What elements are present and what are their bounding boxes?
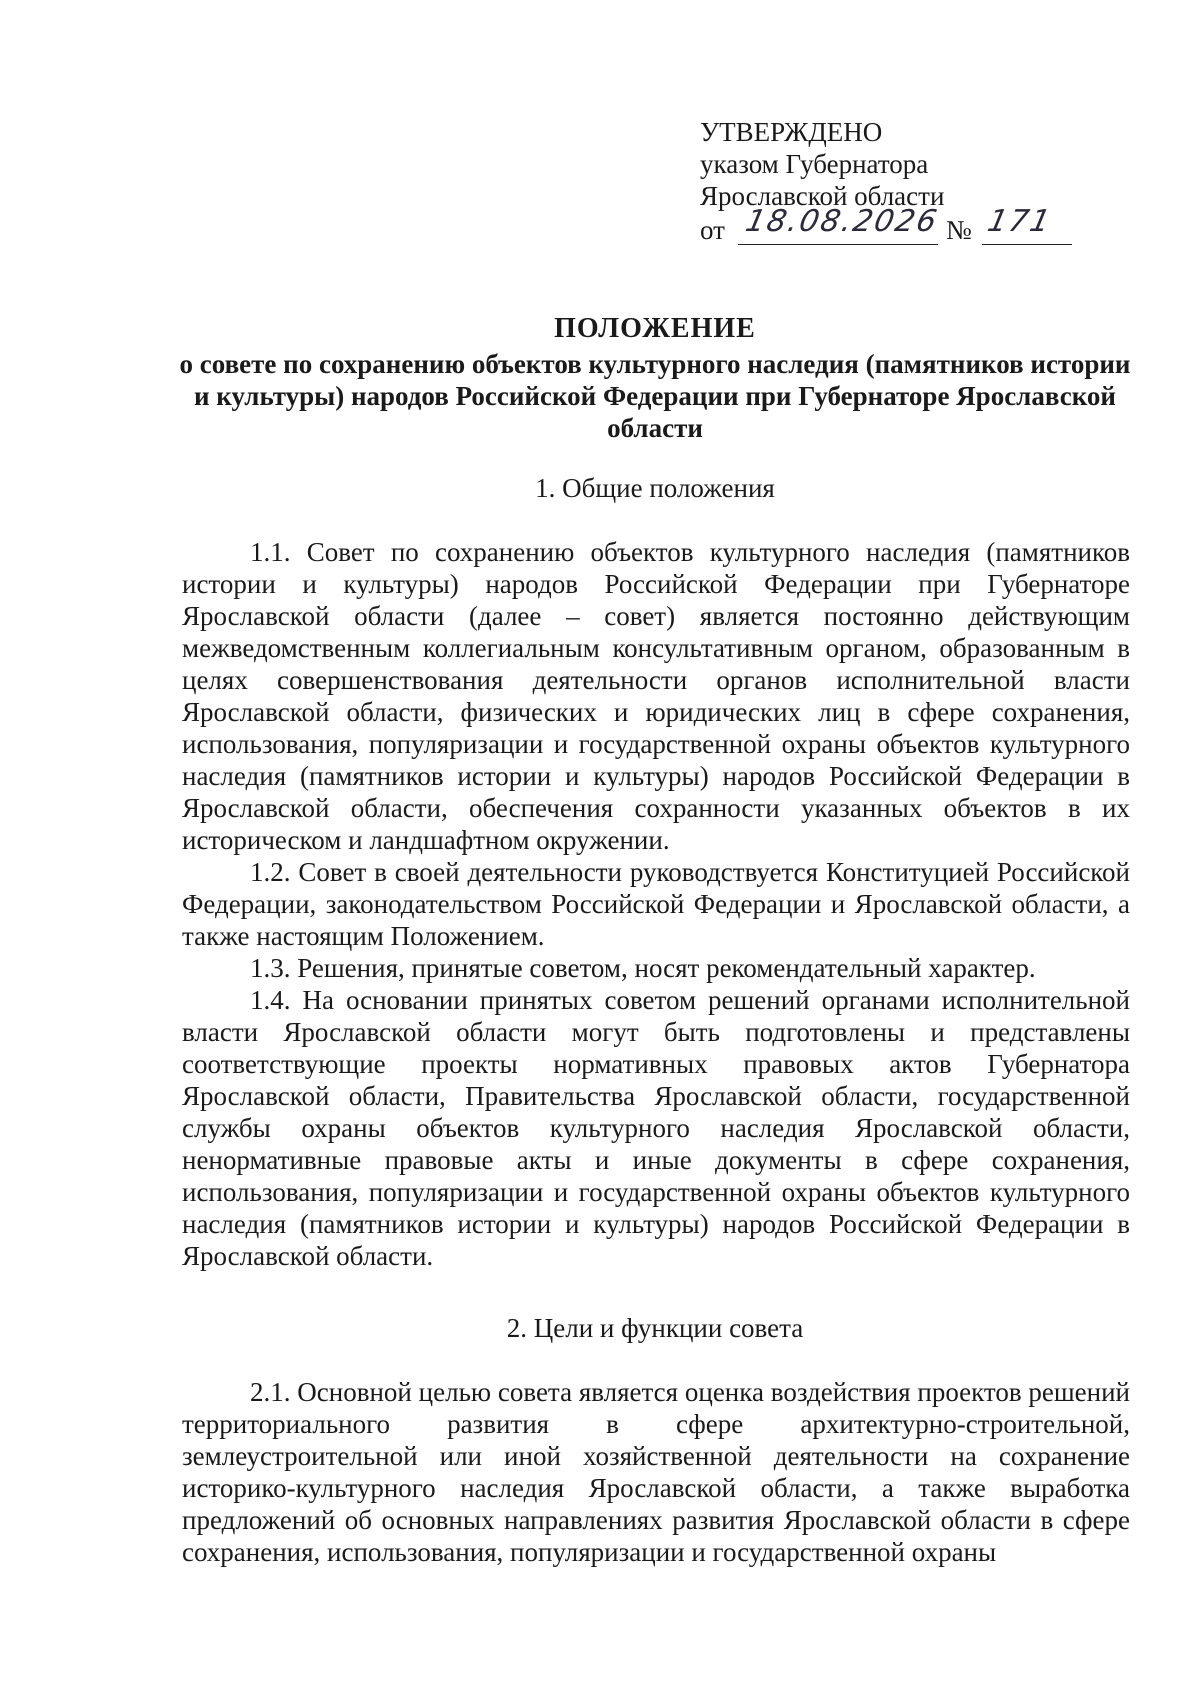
section-heading-general: 1. Общие положения [535, 473, 775, 503]
section-body-general [182, 536, 1130, 1272]
approval-region: Ярославской области [700, 181, 945, 211]
paragraph-1-2: 1.2. Совет в своей деятельности руководствуется Конституцией Российской Федерации, законодательством Российской Федерации и Ярославской области, а также настоящим Положением. [182, 857, 1130, 951]
title-main: ПОЛОЖЕНИЕ [554, 313, 756, 344]
paragraph-2-1: 2.1. Основной целью совета является оценка воздействия проектов решений территориального развития в сфере архитектурно-строительной, землеустроительной или иной хозяйственной деятельности на сохранение историко-культурного наследия Ярославской области, а также выработка предложений об основных направлениях развития Ярославской области в сфере сохранения, использования, популяризации и государственной охраны [182, 1377, 1130, 1567]
approval-authority: указом Губернатора [700, 149, 929, 179]
date-prefix: от [700, 215, 725, 245]
date-blank [738, 204, 942, 245]
title-subtitle: о совете по сохранению объектов культурного наследия (памятников истории и культуры) народов Российской Федерации при Губернаторе Ярославской области [179, 349, 1131, 443]
section-heading-goals: 2. Цели и функции совета [506, 1313, 804, 1343]
document-title [175, 312, 1135, 444]
approval-heading: УТВЕРЖДЕНО [700, 117, 883, 147]
handwritten-number: 171 [984, 204, 1056, 239]
number-blank [982, 204, 1072, 245]
handwritten-date: 18.08.2026 [742, 204, 942, 239]
number-sign: № [946, 215, 972, 245]
approval-stamp [700, 116, 1056, 246]
paragraph-1-4: 1.4. На основании принятых советом решений органами исполнительной власти Ярославской области могут быть подготовлены и представлены соответствующие проекты нормативных правовых актов Губернатора Ярославской области, Правительства Ярославской области, государственной службы охраны объектов культурного наследия Ярославской области, ненормативные правовые акты и иные документы в сфере сохранения, использования, популяризации и государственной охраны объектов культурного наследия (памятников истории и культуры) народов Российской Федерации в Ярославской области. [182, 985, 1130, 1271]
section-body-goals [182, 1376, 1130, 1568]
paragraph-1-1: 1.1. Совет по сохранению объектов культурного наследия (памятников истории и культуры) народов Российской Федерации при Губернаторе Ярославской области (далее – совет) является постоянно действующим межведомственным коллегиальным консультативным органом, образованным в целях совершенствования деятельности органов исполнительной власти Ярославской области, физических и юридических лиц в сфере сохранения, использования, популяризации и государственной охраны объектов культурного наследия (памятников истории и культуры) народов Российской Федерации в Ярославской области, обеспечения сохранности указанных объектов в их историческом и ландшафтном окружении. [182, 537, 1130, 855]
paragraph-1-3: 1.3. Решения, принятые советом, носят рекомендательный характер. [250, 953, 1036, 983]
approval-date-line [700, 204, 1056, 246]
